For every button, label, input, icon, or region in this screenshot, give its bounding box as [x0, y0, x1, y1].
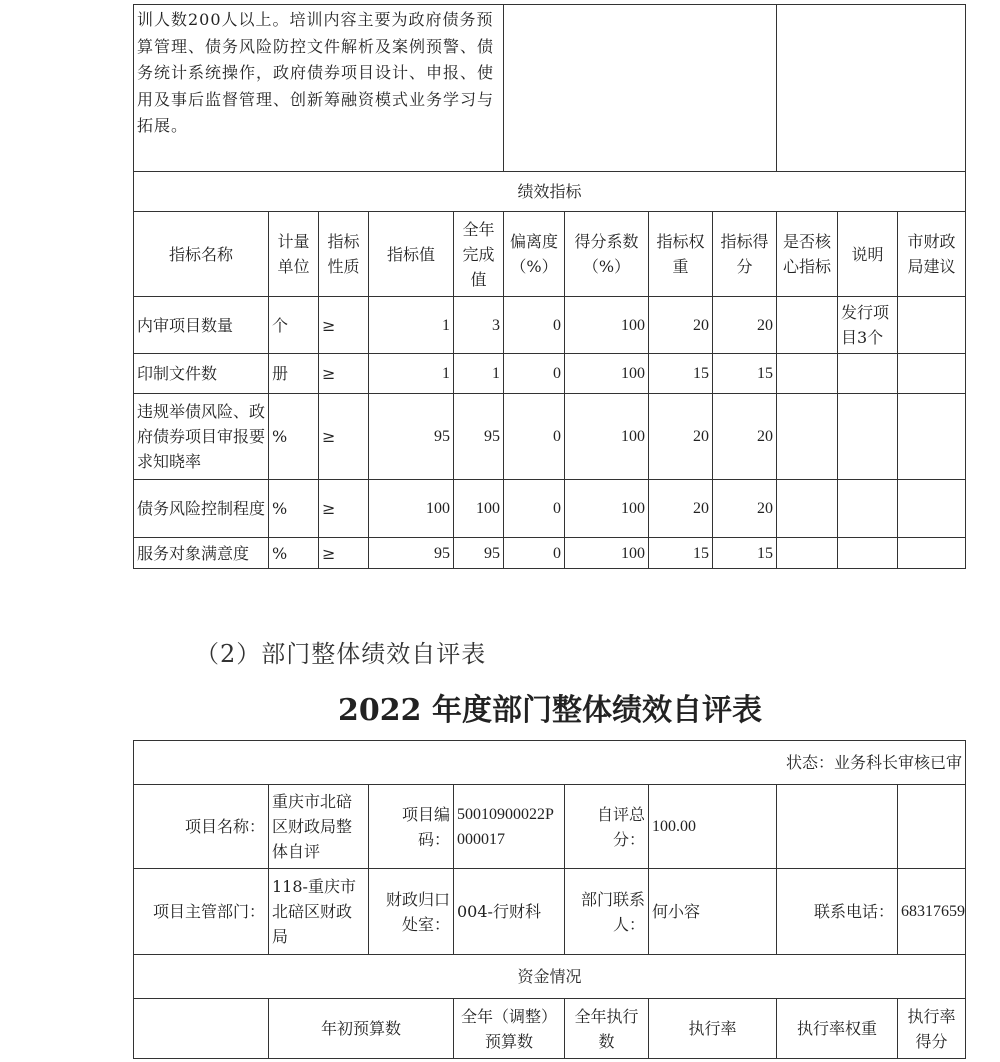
indicator-name: 违规举债风险、政府债券项目审报要求知晓率 — [134, 394, 269, 480]
completed-value: 95 — [454, 538, 504, 569]
project-row — [134, 785, 966, 869]
document-title: 2022 年度部门整体绩效自评表 — [338, 693, 762, 728]
indicator-name: 印制文件数 — [134, 354, 269, 394]
header-cell: 偏离度（%） — [504, 212, 565, 297]
header-cell: 说明 — [838, 212, 898, 297]
deviation: 0 — [504, 480, 565, 538]
header-cell: 是否核心指标 — [777, 212, 838, 297]
empty-cell — [777, 785, 898, 869]
note: 发行项目3个 — [838, 297, 898, 354]
weight: 15 — [649, 538, 713, 569]
value-project-code: 50010900022P000017 — [454, 785, 565, 869]
note — [838, 480, 898, 538]
advice — [898, 297, 966, 354]
score-coefficient: 100 — [565, 538, 649, 569]
label-contact: 部门联系人： — [565, 869, 649, 955]
indicator-name: 服务对象满意度 — [134, 538, 269, 569]
header-cell: 执行率 — [649, 999, 777, 1059]
header-cell: 市财政局建议 — [898, 212, 966, 297]
nature: ≥ — [319, 354, 369, 394]
header-cell: 指标性质 — [319, 212, 369, 297]
empty-cell — [898, 785, 966, 869]
indicator-value: 95 — [369, 394, 454, 480]
header-cell: 全年完成值 — [454, 212, 504, 297]
score-coefficient: 100 — [565, 354, 649, 394]
score-coefficient: 100 — [565, 480, 649, 538]
header-cell: 得分系数（%） — [565, 212, 649, 297]
funds-header-row — [134, 999, 966, 1059]
value-phone: 68317659 — [898, 869, 966, 955]
note — [838, 354, 898, 394]
unit: % — [269, 480, 319, 538]
score: 15 — [713, 538, 777, 569]
weight: 20 — [649, 297, 713, 354]
core-indicator — [777, 297, 838, 354]
score: 15 — [713, 354, 777, 394]
indicator-value: 100 — [369, 480, 454, 538]
indicator-value: 1 — [369, 297, 454, 354]
score: 20 — [713, 394, 777, 480]
completed-value: 3 — [454, 297, 504, 354]
indicator-name: 债务风险控制程度 — [134, 480, 269, 538]
label-project-code: 项目编码： — [369, 785, 454, 869]
label-total-score: 自评总分： — [565, 785, 649, 869]
table-row — [134, 354, 966, 394]
value-project-name: 重庆市北碚区财政局整体自评 — [269, 785, 369, 869]
label-office: 财政归口处室： — [369, 869, 454, 955]
weight: 20 — [649, 394, 713, 480]
header-cell: 全年执行数 — [565, 999, 649, 1059]
header-cell: 执行率权重 — [777, 999, 898, 1059]
score: 20 — [713, 480, 777, 538]
label-project-name: 项目名称： — [134, 785, 269, 869]
header-cell: 年初预算数 — [269, 999, 454, 1059]
header-cell: 执行率得分 — [898, 999, 966, 1059]
nature: ≥ — [319, 394, 369, 480]
score-coefficient: 100 — [565, 297, 649, 354]
section-title-funds: 资金情况 — [134, 955, 966, 999]
empty-cell — [504, 5, 777, 172]
section-title-performance: 绩效指标 — [134, 172, 966, 212]
completed-value: 1 — [454, 354, 504, 394]
header-cell: 计量单位 — [269, 212, 319, 297]
nature: ≥ — [319, 297, 369, 354]
table-row — [134, 394, 966, 480]
unit: 册 — [269, 354, 319, 394]
empty-cell — [134, 999, 269, 1059]
training-description-cell: 训人数200人以上。培训内容主要为政府债务预算管理、债务风险防控文件解析及案例预警、债务统计系统操作，政府债券项目设计、申报、使用及事后监督管理、创新筹融资模式业务学习与拓展。 — [134, 5, 504, 172]
weight: 15 — [649, 354, 713, 394]
nature: ≥ — [319, 538, 369, 569]
header-cell: 指标权重 — [649, 212, 713, 297]
score-coefficient: 100 — [565, 394, 649, 480]
deviation: 0 — [504, 297, 565, 354]
label-department: 项目主管部门： — [134, 869, 269, 955]
note — [838, 538, 898, 569]
value-total-score: 100.00 — [649, 785, 777, 869]
advice — [898, 538, 966, 569]
header-cell: 指标名称 — [134, 212, 269, 297]
note — [838, 394, 898, 480]
table-row — [134, 297, 966, 354]
deviation: 0 — [504, 354, 565, 394]
weight: 20 — [649, 480, 713, 538]
table-row — [134, 538, 966, 569]
header-cell: 全年（调整）预算数 — [454, 999, 565, 1059]
status-cell: 状态：业务科长审核已审 — [134, 741, 966, 785]
unit: 个 — [269, 297, 319, 354]
advice — [898, 394, 966, 480]
indicator-value: 95 — [369, 538, 454, 569]
score: 20 — [713, 297, 777, 354]
value-office: 004-行财科 — [454, 869, 565, 955]
section-heading: （2）部门整体绩效自评表 — [195, 640, 487, 668]
performance-indicator-table — [133, 4, 966, 569]
deviation: 0 — [504, 538, 565, 569]
value-department: 118-重庆市北碚区财政局 — [269, 869, 369, 955]
advice — [898, 354, 966, 394]
core-indicator — [777, 394, 838, 480]
advice — [898, 480, 966, 538]
indicator-name: 内审项目数量 — [134, 297, 269, 354]
department-row — [134, 869, 966, 955]
label-phone: 联系电话： — [777, 869, 898, 955]
header-cell: 指标值 — [369, 212, 454, 297]
empty-cell — [777, 5, 966, 172]
header-cell: 指标得分 — [713, 212, 777, 297]
indicator-value: 1 — [369, 354, 454, 394]
unit: % — [269, 538, 319, 569]
core-indicator — [777, 480, 838, 538]
core-indicator — [777, 354, 838, 394]
completed-value: 100 — [454, 480, 504, 538]
nature: ≥ — [319, 480, 369, 538]
unit: % — [269, 394, 319, 480]
header-row — [134, 212, 966, 297]
department-self-evaluation-table — [133, 740, 966, 1059]
table-row — [134, 480, 966, 538]
value-contact: 何小容 — [649, 869, 777, 955]
core-indicator — [777, 538, 838, 569]
completed-value: 95 — [454, 394, 504, 480]
deviation: 0 — [504, 394, 565, 480]
